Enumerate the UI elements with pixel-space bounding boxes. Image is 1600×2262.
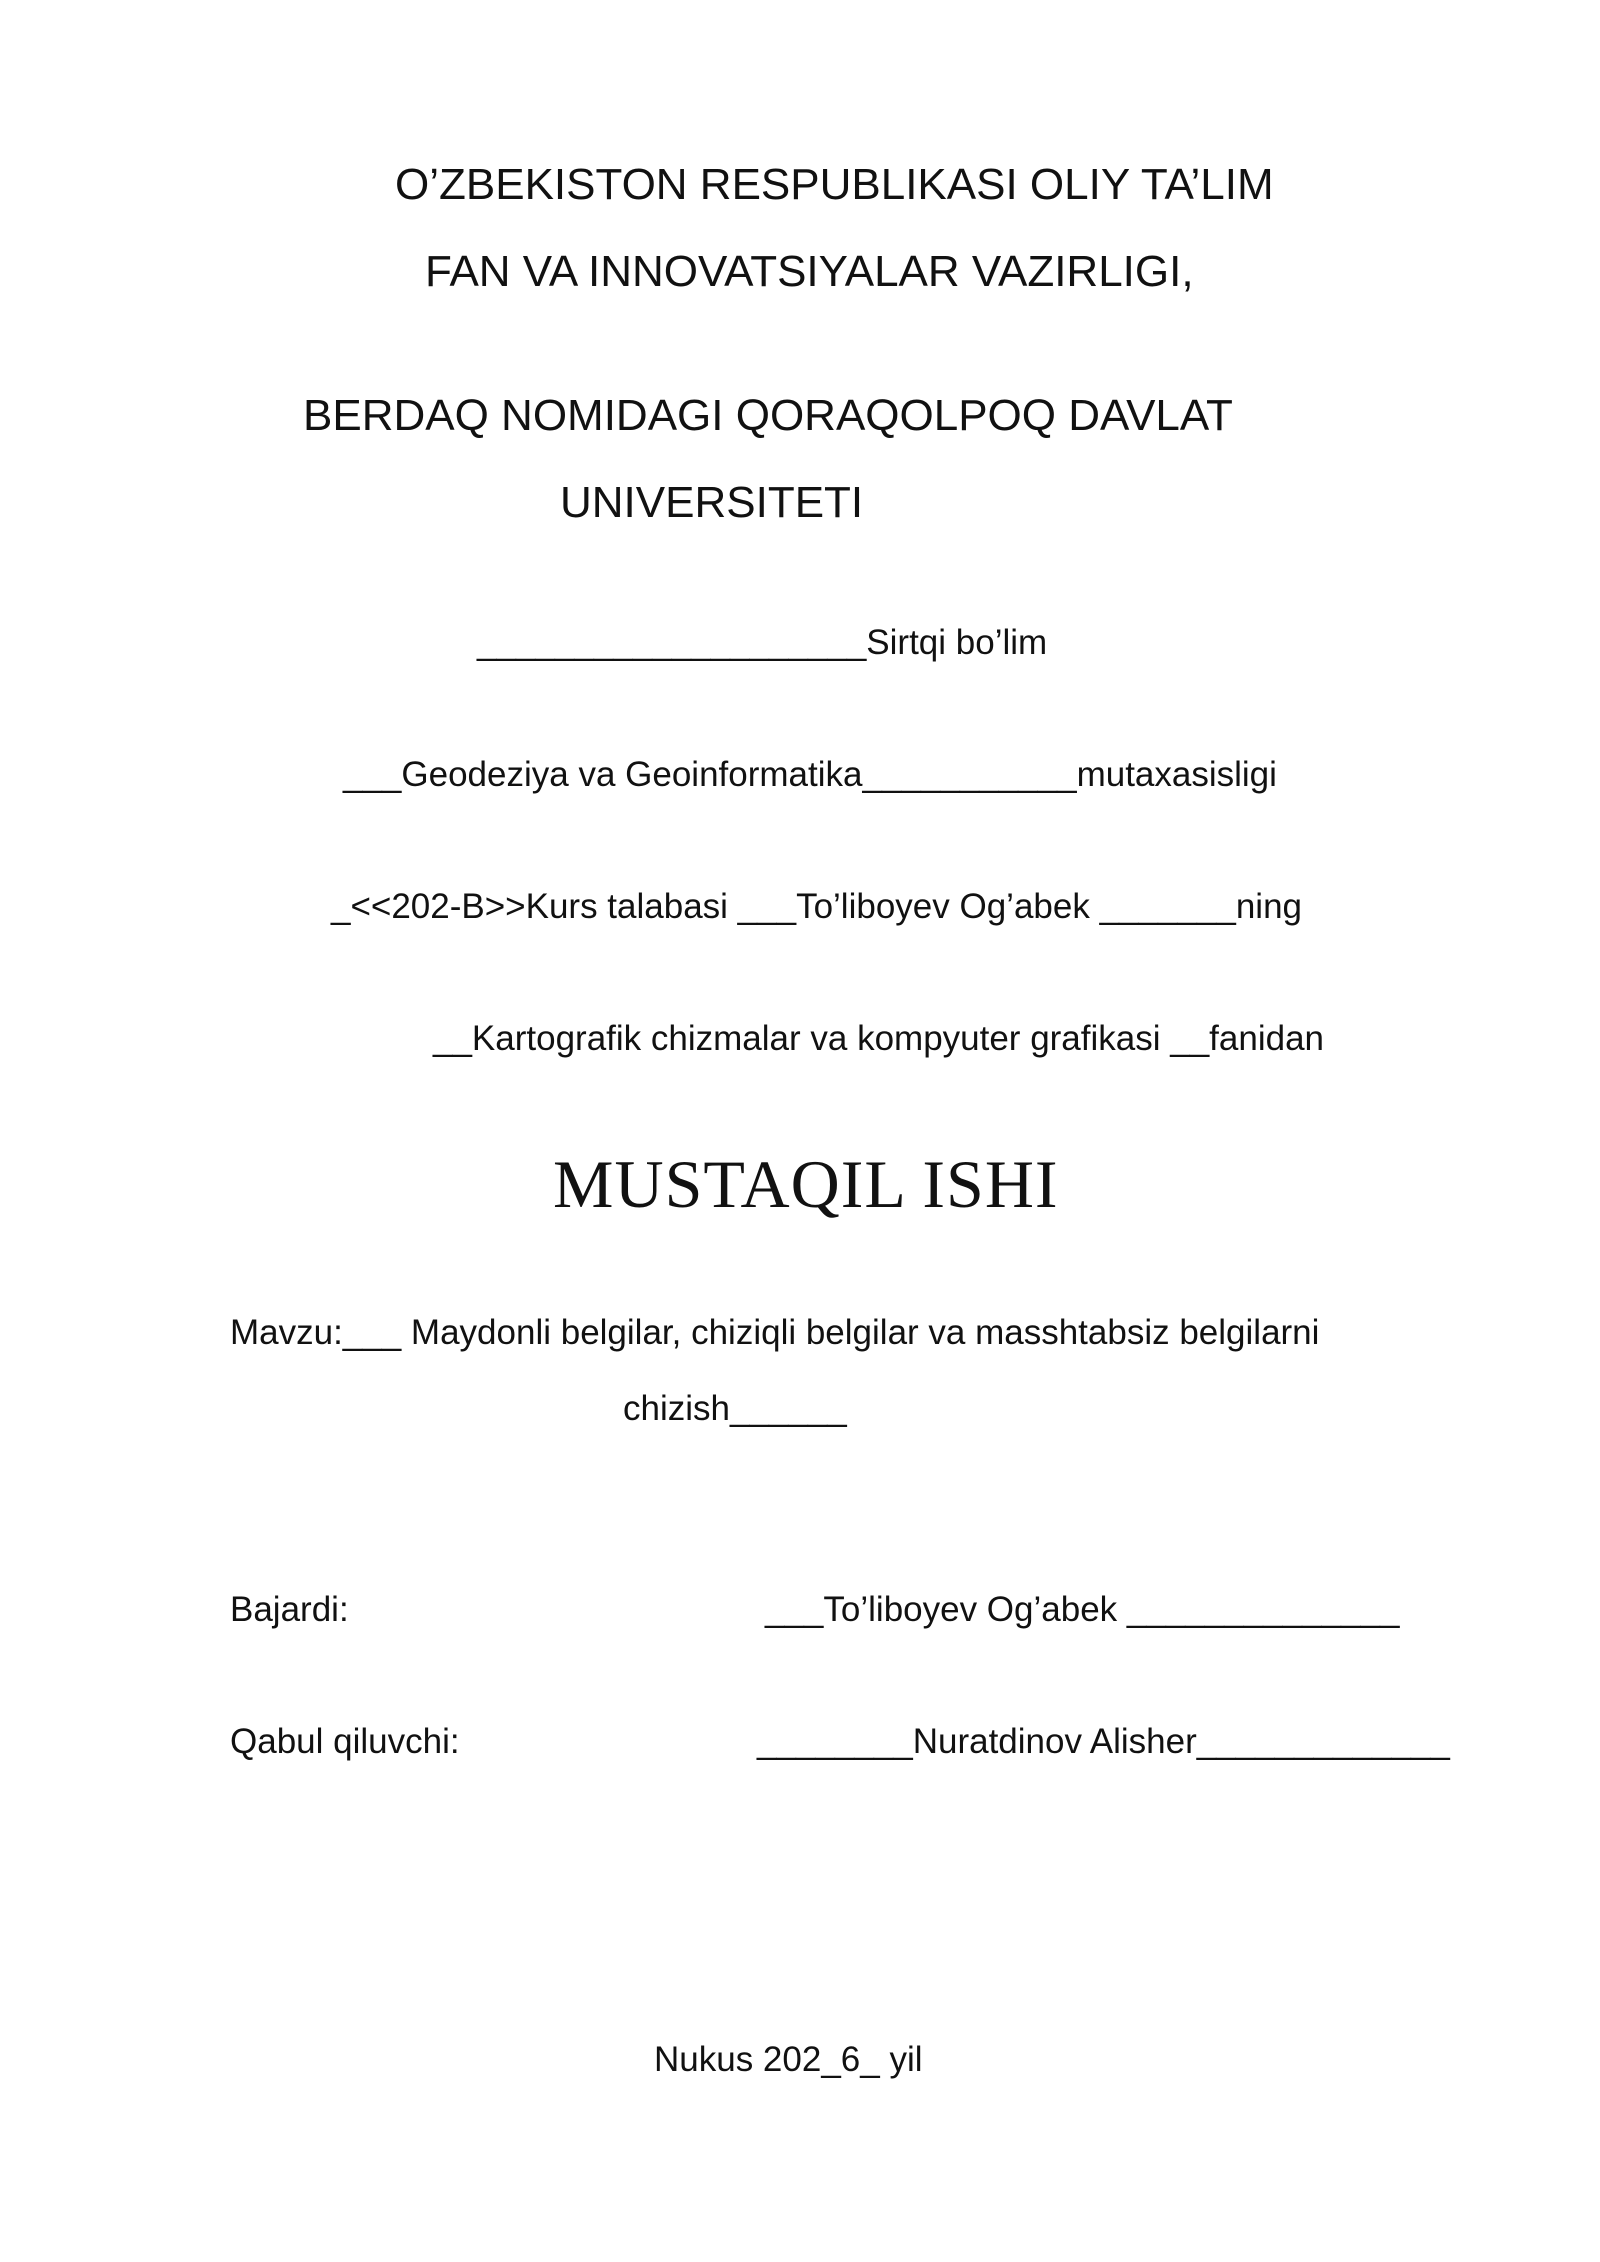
performed-label: Bajardi:	[230, 1590, 349, 1629]
university-line-2: UNIVERSITETI	[560, 478, 864, 527]
topic-line-1: Mavzu:___ Maydonli belgilar, chiziqli belgilar va masshtabsiz belgilarni	[230, 1313, 1320, 1352]
department-line: ____________________Sirtqi bo’lim	[477, 623, 1048, 662]
performed-value: ___To’liboyev Og’abek ______________	[765, 1590, 1400, 1629]
footer-city-year: Nukus 202_6_ yil	[654, 2040, 923, 2079]
topic-line-2: chizish______	[623, 1389, 847, 1428]
accepted-label: Qabul qiluvchi:	[230, 1722, 460, 1761]
accepted-value: ________Nuratdinov Alisher_____________	[757, 1722, 1450, 1761]
university-line-1: BERDAQ NOMIDAGI QORAQOLPOQ DAVLAT	[303, 391, 1233, 440]
ministry-line-2: FAN VA INNOVATSIYALAR VAZIRLIGI,	[425, 247, 1194, 296]
specialty-line: ___Geodeziya va Geoinformatika___________mutaxasisligi	[343, 755, 1277, 794]
document-title: MUSTAQIL ISHI	[553, 1146, 1059, 1222]
subject-line: __Kartografik chizmalar va kompyuter grafikasi __fanidan	[433, 1019, 1324, 1058]
ministry-line-1: O’ZBEKISTON RESPUBLIKASI OLIY TA’LIM	[395, 160, 1274, 209]
student-line: _<<202-B>>Kurs talabasi ___To’liboyev Og’abek _______ning	[331, 887, 1302, 926]
